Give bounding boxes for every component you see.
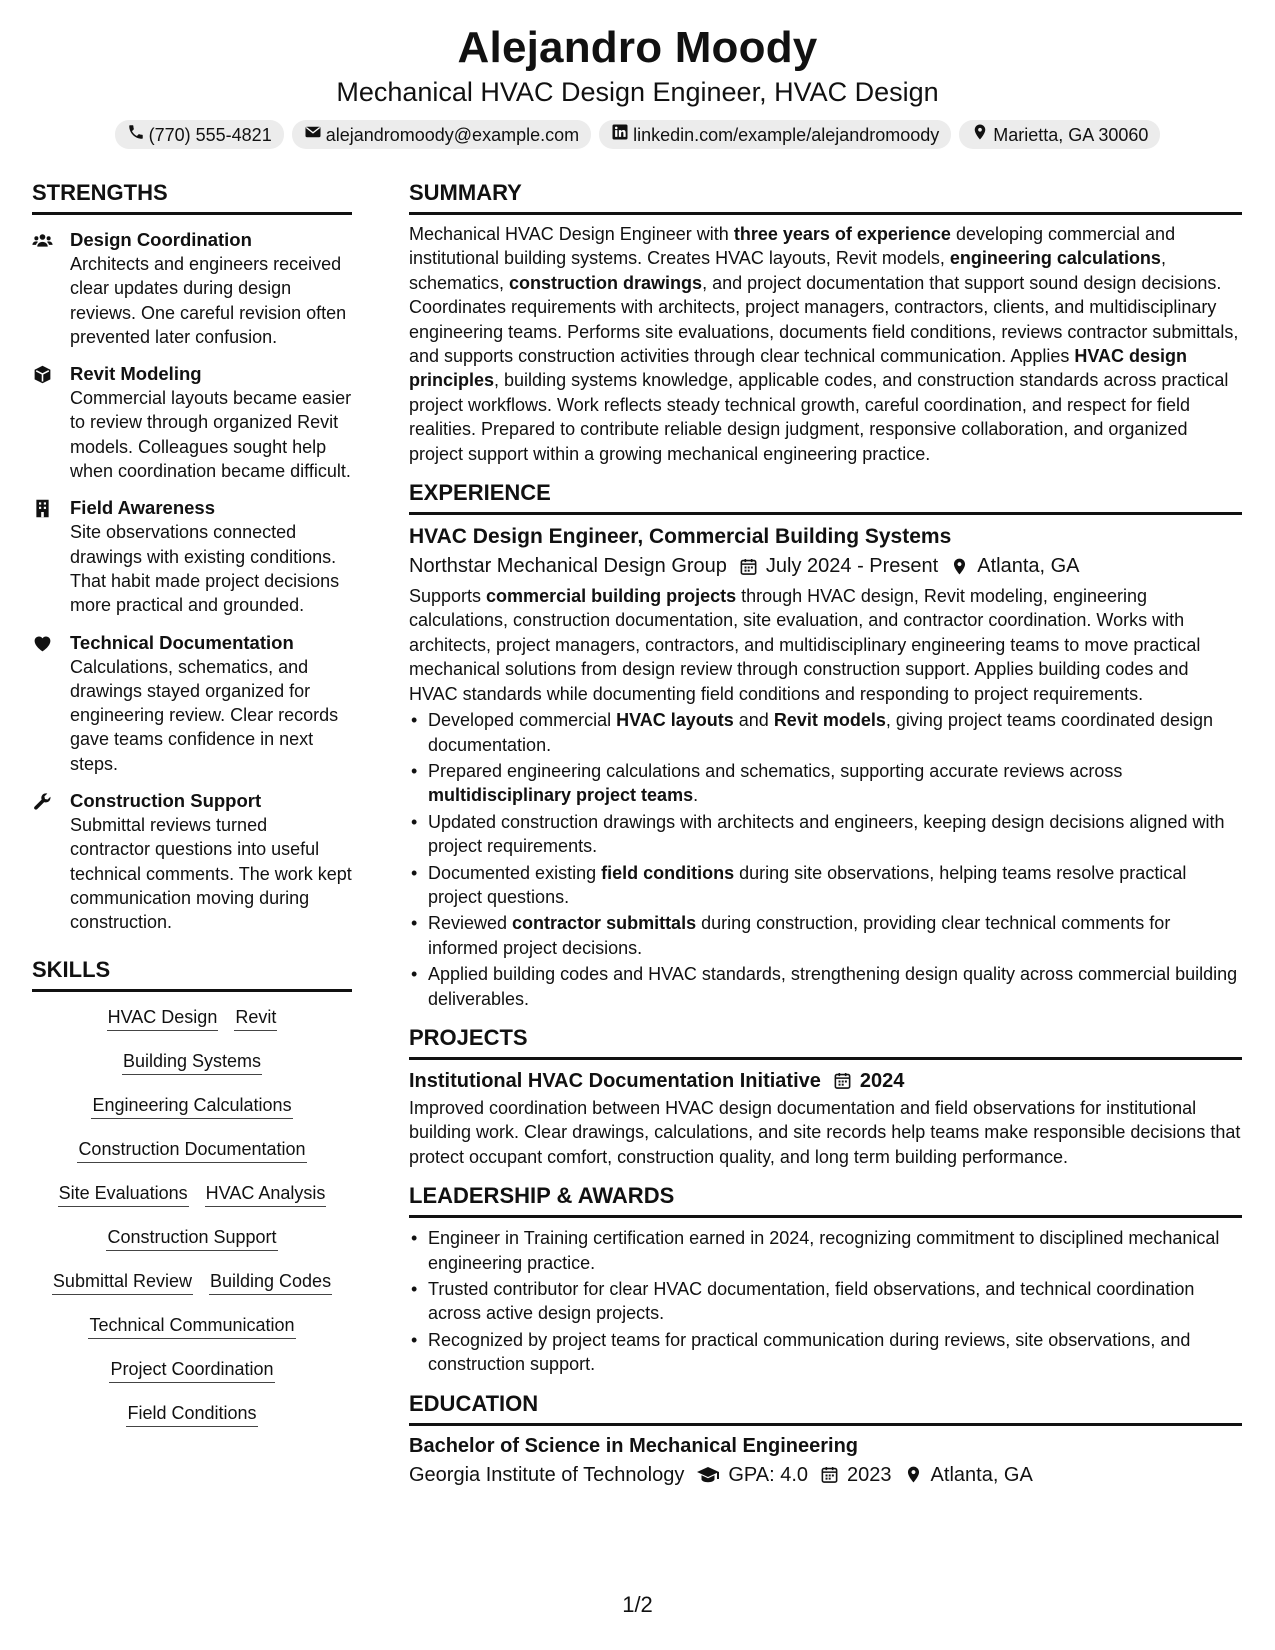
- calendar-icon: [739, 557, 758, 576]
- linkedin-icon: [611, 123, 629, 146]
- skill-tag: Submittal Review: [52, 1268, 193, 1295]
- job-title: HVAC Design Engineer, Commercial Building Systems: [409, 525, 952, 549]
- calendar-icon: [820, 1465, 839, 1484]
- leadership-bullet: • Recognized by project teams for practical communication during reviews, site observations, and construction support.: [409, 1328, 1242, 1377]
- strength-desc: Commercial layouts became easier to review through organized Revit models. Colleagues sought help when coordination became difficult.: [70, 388, 352, 482]
- strength-desc: Site observations connected drawings with existing conditions. That habit made project decisions more practical and grounded.: [70, 522, 340, 616]
- page-number: 1/2: [622, 1592, 653, 1617]
- skill-tag: Construction Support: [106, 1224, 277, 1251]
- job-dates: July 2024 - Present: [765, 555, 939, 578]
- contact-bar: [0, 120, 1275, 149]
- skills-heading: SKILLS: [32, 957, 352, 992]
- left-column: [32, 180, 352, 1444]
- strength-title: Revit Modeling: [70, 363, 202, 385]
- company-name: Northstar Mechanical Design Group: [409, 555, 727, 578]
- leadership-heading: LEADERSHIP & AWARDS: [409, 1183, 1242, 1218]
- contact-location-text: Marietta, GA 30060: [993, 124, 1149, 145]
- skill-tag: Technical Communication: [88, 1312, 295, 1339]
- leadership-bullets: [409, 1226, 1242, 1376]
- education-location: Atlanta, GA: [930, 1463, 1033, 1486]
- strength-item: [32, 228, 352, 349]
- envelope-icon: [304, 123, 322, 146]
- contact-phone-text: (770) 555-4821: [148, 124, 272, 145]
- leadership-bullet: • Engineer in Training certification earned in 2024, recognizing commitment to disciplined mechanical engineering practice.: [409, 1226, 1242, 1275]
- experience-heading: EXPERIENCE: [409, 480, 1242, 515]
- users-icon: [32, 228, 70, 349]
- strength-item: [32, 362, 352, 483]
- job-intro: Supports commercial building projects through HVAC design, Revit modeling, engineering calculations, construction documentation, site evaluation, and contractor coordination. Works with architects, project managers, contractors, and multidisciplinary engineering teams to move practical mechanical solutions from design review through construction support. Applies building codes and HVAC standards while documenting field conditions and responding to project requirements.: [409, 586, 1201, 704]
- job-bullet: • Updated construction drawings with architects and engineers, keeping design decisions aligned with project requirements.: [409, 810, 1242, 859]
- contact-linkedin-text: linkedin.com/example/alejandromoody: [633, 124, 940, 145]
- location-pin-icon: [950, 557, 969, 576]
- projects-heading: PROJECTS: [409, 1025, 1242, 1060]
- contact-phone[interactable]: [115, 120, 284, 149]
- job-bullet: • Developed commercial HVAC layouts and Revit models, giving project teams coordinated design documentation.: [409, 708, 1242, 757]
- graduation-year: 2023: [847, 1463, 892, 1486]
- contact-email-text: alejandromoody@example.com: [325, 124, 580, 145]
- project-title: Institutional HVAC Documentation Initiative: [409, 1069, 821, 1092]
- skill-tag: Building Codes: [209, 1268, 332, 1295]
- skill-tag: Revit: [234, 1004, 277, 1031]
- contact-email[interactable]: [292, 120, 591, 149]
- skill-tag: Engineering Calculations: [91, 1092, 292, 1119]
- gpa: GPA: 4.0: [728, 1463, 809, 1486]
- phone-icon: [127, 123, 145, 146]
- candidate-name: Alejandro Moody: [457, 23, 818, 72]
- strengths-heading: STRENGTHS: [32, 180, 352, 215]
- strength-item: [32, 631, 352, 776]
- job-bullet: • Documented existing field conditions during site observations, helping teams resolve practical project questions.: [409, 861, 1242, 910]
- skill-tag: Field Conditions: [126, 1400, 257, 1427]
- skill-tag: Site Evaluations: [58, 1180, 189, 1207]
- strength-title: Design Coordination: [70, 229, 252, 250]
- skill-tag: HVAC Analysis: [205, 1180, 327, 1207]
- strength-item: [32, 496, 352, 617]
- resume-header: [0, 22, 1275, 149]
- job-bullets: [409, 708, 1242, 1011]
- summary-heading: SUMMARY: [409, 180, 1242, 215]
- skill-tag: HVAC Design: [107, 1004, 219, 1031]
- strength-desc: Calculations, schematics, and drawings stayed organized for engineering review. Clear records gave teams confidence in next steps.: [70, 656, 339, 774]
- calendar-icon: [833, 1071, 852, 1090]
- strength-title: Construction Support: [70, 790, 262, 812]
- contact-linkedin[interactable]: [599, 120, 951, 149]
- skill-tag: Building Systems: [122, 1048, 262, 1075]
- heart-icon: [32, 631, 70, 776]
- location-pin-icon: [904, 1465, 923, 1484]
- contact-location: [959, 120, 1160, 149]
- location-pin-icon: [971, 123, 989, 146]
- summary-text: Mechanical HVAC Design Engineer with three years of experience developing commercial and institutional building systems. Creates HVAC layouts, Revit models, engineering calculations, schematics, construction drawings, and project documentation that support sound design decisions. Coordinates requirements with architects, project managers, contractors, clients, and multidisciplinary engineering teams. Performs site evaluations, documents field conditions, reviews contractor submittals, and supports construction activities through clear technical communication. Applies HVAC design principles, building systems knowledge, applicable codes, and construction standards across practical project workflows. Work reflects steady technical growth, careful coordination, and respect for field realities. Prepared to contribute reliable design judgment, responsive collaboration, and organized project support within a growing mechanical engineering practice.: [409, 224, 1239, 464]
- job-meta: [409, 551, 1242, 581]
- skills-list: [32, 1004, 352, 1427]
- project-year: 2024: [859, 1069, 905, 1092]
- strength-title: Technical Documentation: [70, 631, 294, 653]
- candidate-title: Mechanical HVAC Design Engineer, HVAC Design: [336, 77, 939, 107]
- strength-item: [32, 789, 352, 934]
- job-location: Atlanta, GA: [977, 555, 1080, 578]
- school-name: Georgia Institute of Technology: [409, 1463, 685, 1486]
- job-bullet: • Reviewed contractor submittals during construction, providing clear technical comments for informed project decisions.: [409, 911, 1242, 960]
- education-heading: EDUCATION: [409, 1391, 1242, 1426]
- skill-tag: Construction Documentation: [77, 1136, 306, 1163]
- strength-title: Field Awareness: [70, 497, 215, 519]
- degree: Bachelor of Science in Mechanical Engineering: [409, 1434, 859, 1457]
- right-column: [409, 180, 1242, 1490]
- strength-desc: Submittal reviews turned contractor questions into useful technical comments. The work kept communication moving during construction.: [70, 815, 352, 933]
- project-desc: Improved coordination between HVAC design documentation and field observations for institutional building work. Clear drawings, calculations, and site records help teams make responsible decisions that protect occupant comfort, construction quality, and long term building performance.: [409, 1097, 1241, 1167]
- wrench-icon: [32, 789, 70, 934]
- leadership-bullet: • Trusted contributor for clear HVAC documentation, field observations, and technical coordination across active design projects.: [409, 1277, 1242, 1326]
- building-icon: [32, 496, 70, 617]
- strengths-list: [32, 228, 352, 935]
- skill-tag: Project Coordination: [109, 1356, 274, 1383]
- cube-icon: [32, 362, 70, 483]
- education-meta: [409, 1460, 1242, 1490]
- job-bullet: • Applied building codes and HVAC standards, strengthening design quality across commercial building deliverables.: [409, 962, 1242, 1011]
- project-header: [409, 1066, 1242, 1096]
- strength-desc: Architects and engineers received clear updates during design reviews. One careful revision often prevented later confusion.: [70, 254, 347, 347]
- graduation-cap-icon: [696, 1463, 720, 1487]
- job-bullet: • Prepared engineering calculations and schematics, supporting accurate reviews across multidisciplinary project teams.: [409, 759, 1242, 808]
